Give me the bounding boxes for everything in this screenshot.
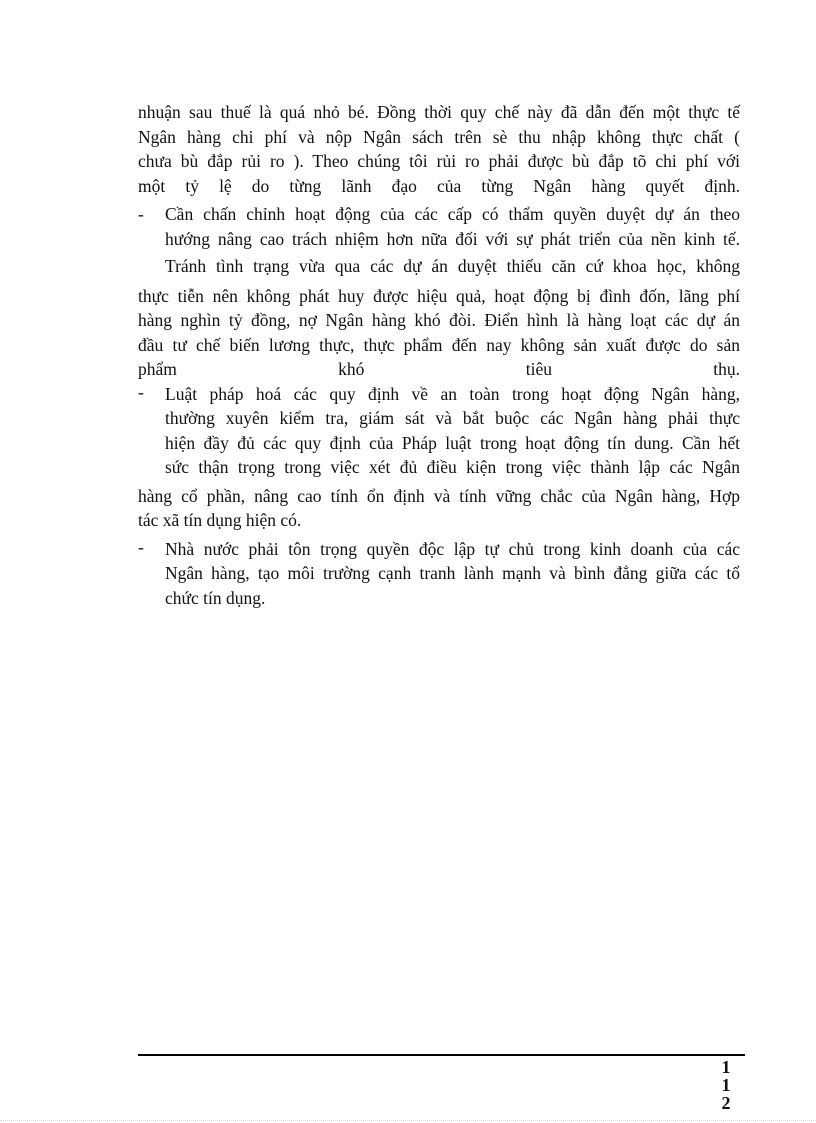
text-line: Nhà nước phải tôn trọng quyền độc lập tự chủ trong kinh doanh của các xyxy=(165,538,740,559)
text-line: tác xã tín dụng hiện có. xyxy=(138,510,302,530)
bullet-item-2 xyxy=(138,382,740,533)
text-line: thực tiễn nên không phát huy được hiệu quả, hoạt động bị đình đốn, lãng phí xyxy=(138,285,740,306)
page-number-digit: 1 xyxy=(721,1075,731,1095)
page-number-digit: 1 xyxy=(721,1057,731,1077)
text-line: hàng cổ phần, nâng cao tính ổn định và tính vững chắc của Ngân hàng, Hợp xyxy=(138,485,740,506)
bullet-item-3 xyxy=(138,537,740,611)
page-number xyxy=(718,1058,734,1112)
text-line: đầu tư chế biến lương thực, thực phẩm đến nay không sản xuất được do sản xyxy=(138,334,740,355)
text-line: một tỷ lệ do từng lãnh đạo của từng Ngân hàng quyết định. xyxy=(138,175,740,196)
document-body xyxy=(138,100,740,610)
bullet-item-1 xyxy=(138,202,740,382)
text-line: hàng nghìn tỷ đồng, nợ Ngân hàng khó đòi. Điển hình là hàng loạt các dự án xyxy=(138,310,740,330)
text-line: chức tín dụng. xyxy=(165,587,266,608)
text-line: phẩm khó tiêu thụ. xyxy=(138,359,740,379)
text-line: hiện đầy đủ các quy định của Pháp luật trong hoạt động tín dung. Cần hết xyxy=(165,432,740,453)
text-line: hướng nâng cao trách nhiệm hơn nữa đối với sự phát triển của nền kinh tế. xyxy=(165,228,740,249)
text-line: chưa bù đắp rủi ro ). Theo chúng tôi rủi ro phải được bù đắp tõ chi phí với xyxy=(138,151,740,171)
text-line: Ngân hàng chi phí và nộp Ngân sách trên sè thu nhập không thực chất ( xyxy=(138,126,740,147)
bullet-dash: - xyxy=(138,536,144,557)
text-line: Luật pháp hoá các quy định về an toàn trong hoạt động Ngân hàng, xyxy=(165,383,740,404)
paragraph-continuation xyxy=(138,100,740,198)
text-line: sức thận trọng trong việc xét đủ điều kiện trong việc thành lập các Ngân xyxy=(165,457,740,477)
bullet-dash: - xyxy=(138,381,144,402)
text-line: Cần chấn chỉnh hoạt động của các cấp có thẩm quyền duyệt dự án theo xyxy=(165,204,740,224)
text-line: Tránh tình trạng vừa qua các dự án duyệt thiếu căn cứ khoa học, không xyxy=(165,256,740,276)
footer-rule xyxy=(138,1054,745,1056)
page-bottom-dotted-edge xyxy=(0,1120,816,1121)
text-line: thường xuyên kiểm tra, giám sát và bắt buộc các Ngân hàng phải thực xyxy=(165,408,740,428)
page-number-digit: 2 xyxy=(721,1093,731,1113)
text-line: Ngân hàng, tạo môi trường cạnh tranh lành mạnh và bình đẳng giữa các tổ xyxy=(165,563,740,583)
bullet-dash: - xyxy=(138,204,144,224)
text-line: nhuận sau thuế là quá nhỏ bé. Đồng thời quy chế này đã dẫn đến một thực tế xyxy=(138,102,740,122)
